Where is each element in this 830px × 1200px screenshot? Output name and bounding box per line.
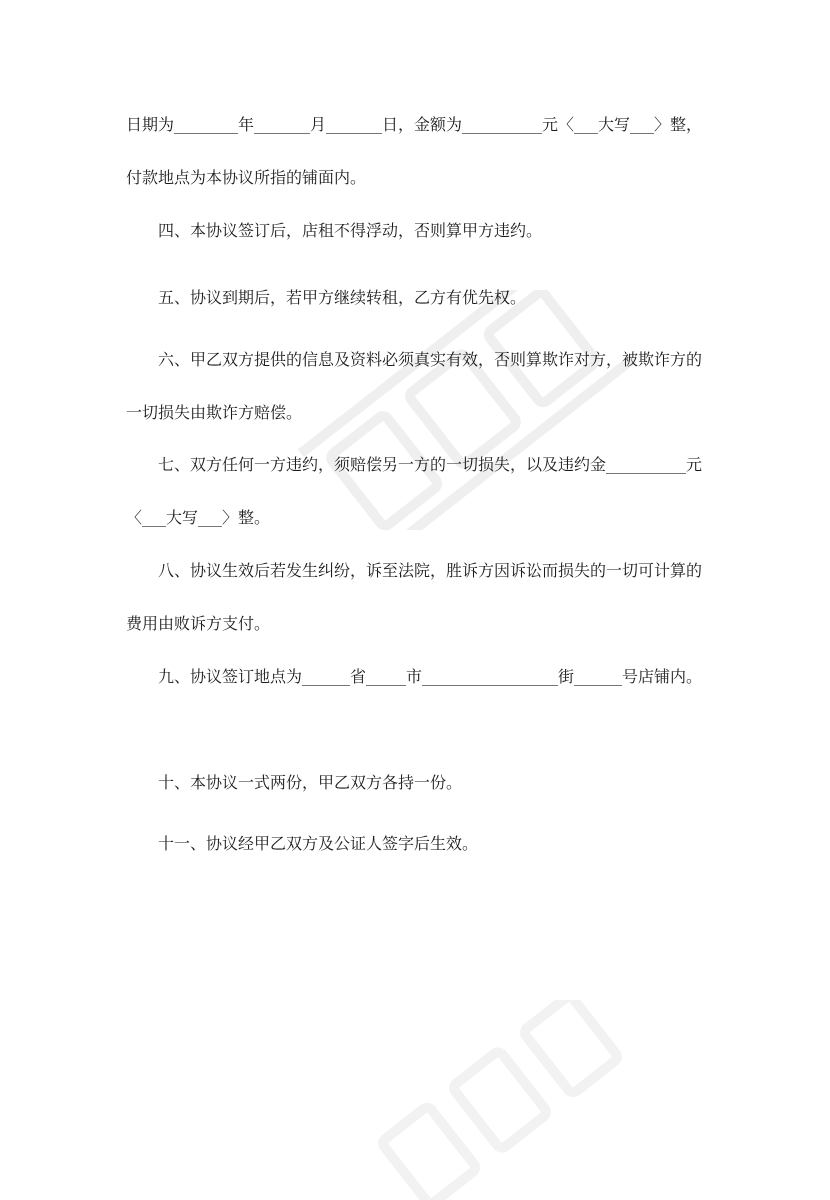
paragraph-payment-date: 日期为________年_______月_______日，金额为__________元〈___大写___〉整，付款地点为本协议所指的铺面内。 — [126, 115, 703, 187]
paragraph-clause-7: 七、双方任何一方违约，须赔偿另一方的一切损失，以及违约金__________元〈___大写___〉整。 — [126, 455, 703, 527]
paragraph-clause-9: 九、协议签订地点为______省_____市_________________街______号店铺内。 — [158, 667, 703, 686]
paragraph-clause-5: 五、协议到期后，若甲方继续转租，乙方有优先权。 — [158, 288, 527, 307]
paragraph-clause-8: 八、协议生效后若发生纠纷，诉至法院，胜诉方因诉讼而损失的一切可计算的费用由败诉方支付。 — [126, 561, 703, 633]
paragraph-clause-10: 十、本协议一式两份，甲乙双方各持一份。 — [158, 773, 463, 792]
paragraph-clause-6: 六、甲乙双方提供的信息及资料必须真实有效，否则算欺诈对方，被欺诈方的一切损失由欺诈方赔偿。 — [126, 350, 703, 422]
paragraph-clause-11: 十一、协议经甲乙双方及公证人签字后生效。 — [158, 834, 479, 853]
paragraph-clause-4: 四、本协议签订后，店租不得浮动，否则算甲方违约。 — [158, 221, 543, 240]
watermark-logo-icon — [320, 1000, 680, 1200]
